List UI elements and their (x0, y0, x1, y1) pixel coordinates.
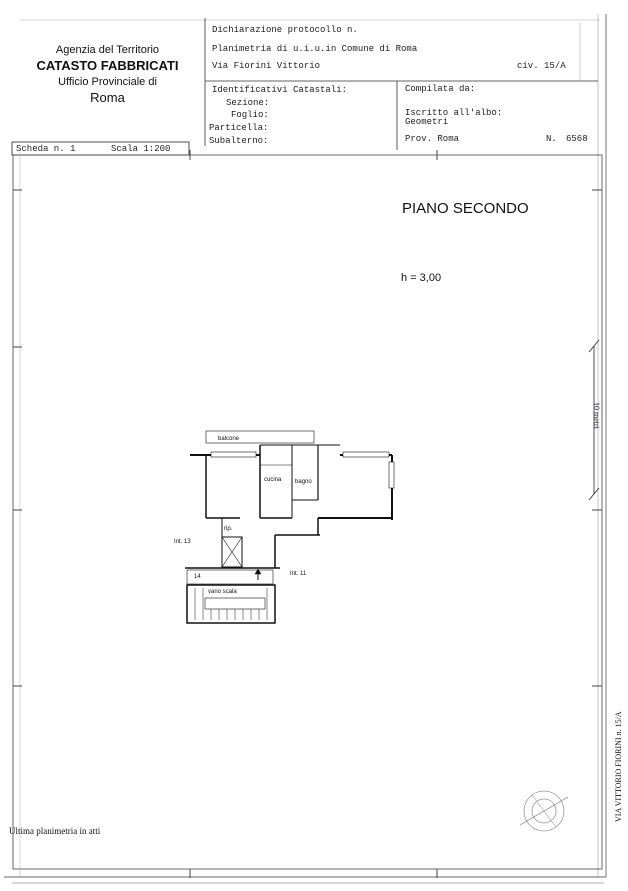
foglio-label: Foglio: (231, 110, 269, 120)
office-label: Ufficio Provinciale di (58, 76, 157, 88)
room-cucina: cucina (264, 477, 282, 483)
scheda-label: Scheda n. 1 (16, 144, 76, 154)
room-bagno: bagno (295, 479, 312, 485)
side-address: VIA VITTORIO FIORINI n. 15/A (614, 711, 623, 822)
address: Via Fiorini Vittorio (212, 61, 321, 71)
planimetry-line: Planimetria di u.i.u.in Comune di Roma (212, 44, 418, 54)
room-vano-scala: vano scala (208, 589, 237, 595)
iscritto-label: Iscritto all'albo: (405, 108, 503, 118)
identifiers-label: Identificativi Catastali: (212, 85, 348, 95)
room-rip: rip. (224, 526, 233, 532)
scale-label: 10 metri (592, 402, 601, 429)
plan-height: h = 3,00 (401, 272, 442, 284)
agency-name: Agenzia del Territorio (55, 44, 160, 56)
compilata-label: Compilata da: (405, 84, 476, 94)
catasto-title: CATASTO FABBRICATI (36, 58, 179, 73)
sezione-label: Sezione: (226, 98, 270, 108)
plan-title: PIANO SECONDO (402, 200, 529, 217)
unit-int13: Int. 13 (174, 539, 191, 545)
number-value: 6568 (566, 134, 588, 144)
unit-int14: 14 (194, 574, 201, 580)
room-balcone: balcone (218, 436, 240, 442)
protocol-label: Dichiarazione protocollo n. (212, 25, 358, 35)
subalterno-label: Subalterno: (209, 136, 269, 146)
unit-int11: Int. 11 (290, 571, 307, 577)
prov-label: Prov. Roma (405, 134, 460, 144)
number-label: N. (546, 134, 557, 144)
particella-label: Particella: (209, 123, 269, 133)
footer-note: Ultima planimetria in atti (9, 826, 101, 836)
scala-label: Scala 1:200 (111, 144, 171, 154)
north-arrow-icon (512, 785, 576, 837)
civic-number: civ. 15/A (517, 61, 566, 71)
office-city: Roma (90, 90, 125, 105)
iscritto-value: Geometri (405, 117, 449, 127)
